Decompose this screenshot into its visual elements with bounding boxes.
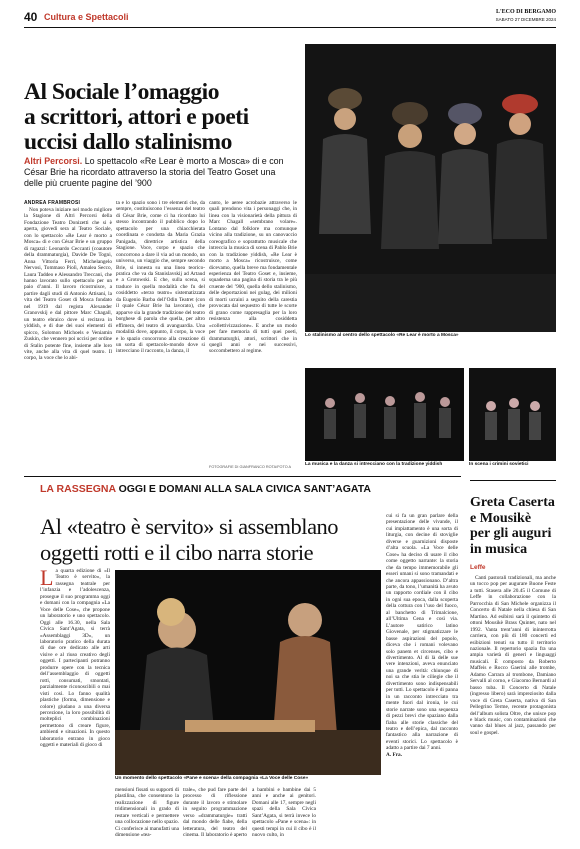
drop-cap: L xyxy=(40,568,54,590)
article2-col3-text: trale», che pud fare parte del processo di riflessione durante il lavoro e stimolare in seguito programmazione verso «drammaturgie» tratti dal mondo delle fiabe, della letteratura, del teatro del cinema. Il laboratorio è aperto xyxy=(183,787,247,839)
article3-location: Leffe xyxy=(470,564,486,571)
stage-photo-illustration xyxy=(305,44,556,332)
section-name: Cultura e Spettacoli xyxy=(44,12,129,22)
headline-line: oggetti rotti e il cibo narra storie xyxy=(40,540,314,565)
article3-body xyxy=(470,575,556,843)
article3-body-text: Canti pastorali tradizionali, ma anche un tocco pop per augurare Buone Feste a tutti. Stasera alle 20.45 il Comune di Leffe in collaborazione con la Parrocchia di San Michele organizza il Concerto di Natale nella chiesa di San Martino. Ad esibirsi sarà il quintetto di ottoni Mousikè Brass Quintet, nato nel 1992. Vanta trent’anni di ininterrotta carriera, con più di 180 concerti ed esibizioni tenuti su tutto il territorio nazionale. Il repertorio spazia fra una ampia varietà di generi e linguaggi musicali. È composto da Roberto Maffeis e Rocco Gaerini alle trombe, Adamo Carrara al trombone, Damiano Servalli al corno, e Giacomo Bernardi al basso tuba. Il Concerto di Natale (ingresso libero) sarà impreziosito dalla voce di Greta Caserta, nativa di San Pellegrino Terme, recente protagonista dell’album solista Oltre, che unisce pop e black music, con contaminazioni che vanno dal blues al jazz, passando per soul e gospel. xyxy=(470,575,556,736)
page-number: 40 xyxy=(24,10,38,24)
article1-deck xyxy=(24,156,294,190)
deck-kicker: Altri Percorsi. xyxy=(24,156,83,166)
article1-photo3-caption: In scena i crimini sovietici xyxy=(469,462,529,467)
soviet-crimes-photo-illustration xyxy=(469,368,556,461)
article1-photo2-caption: La musica e la danza si intrecciano con la tradizione yiddish xyxy=(305,462,443,467)
article2-signoff: A. Fra. xyxy=(386,751,403,758)
headline-line: a scrittori, attori e poeti xyxy=(24,104,249,130)
article1-col1 xyxy=(24,200,112,462)
dance-photo-illustration xyxy=(305,368,464,461)
article1-col3-text: canto, le aeree acrobazie attraverso le quali prendono vita i personaggi che, in linea con la visionarietà della pittura di Marc Chagall «sembrano volare». Lontano dal folklore ma comunque vicino alla tradizione, su un canovaccio coreografico e soprattutto musicale che intreccia la musica di scena di Pablo Brie con la tradizione yiddish, «Re Lear è morto a Mosca» ricostruisce, come dicevamo, quella breve ma fondamentale esperienza del Teatro Goset e, insieme, squaderna una pagina di storia tra le più cruente del ’900, quella dello stalinismo, delle deportazioni nei gulag, dei milioni di morti ucraini a seguito della carestia provocata dal sequestro di tutte le scorte di grano come rappresaglia per la loro resistenza alla cosiddetta «collettivizzazione». E anche un modo per fare memoria di tutti quei poeti, drammaturghi, attori, scrittori che in quegli anni e nei successivi, soccombettero al regime. xyxy=(209,200,297,355)
article2-col4 xyxy=(252,787,316,842)
article3-top-rule xyxy=(470,480,556,481)
article2-col5-text: cui si fa un gran parlare della presentazione delle vivande, il cui impiattamento è una sorta di liturgia, con decine di stoviglie diverse e guarnizioni disposte d’alta scuola. «La Voce delle Cose» ha deciso di usare il cibo come oggetto narrante: la storia che da tempo immemorabile gli esseri umani si sono tramandati e che ancora appassionano. D’altra parte, da tono, l’umanità ha avuto un rapporto cordiale con il cibo in ogni sua epoca, dalla scoperta della cottura con l’uso del fuoco, al banchetto di Trimalcione, all’Ultima Cena e così via. L’autore satirico latino Giovenale, per stigmatizzare le basse aspirazioni del popolo, diceva che i romani volevano solo panem et circenses, cibo e divertimento. Al di là delle sue vere intenzioni, aveva enunciato una grande verità: chiunque di noi sa che stia le ciliegie che il divertimento sono indispensabili per tutti. Lo spettacolo è di panna in un racconto intrecciato tra mente fuori dal ironia, le cui storie narrate sono una sequenza di pezzi brevi che spaziano dalla fiaba alle storie classiche del teatro e dell’epica, dal racconto fantastico alla narrazione di eventi storici. Lo spettacolo è adatto a partire dai 7 anni. xyxy=(386,513,458,752)
newspaper-name: L'ECO DI BERGAMO xyxy=(495,9,556,15)
article2-kicker xyxy=(40,483,460,495)
headline-line: Al «teatro è servito» si assemblano xyxy=(40,514,339,539)
article2-photo-caption: Un momento dello spettacolo «Pane e scena» della compagnia «La Voce delle Cose» xyxy=(115,776,309,781)
article2-col4-text: a bambini e bambine dai 5 anni e anche ai genitori. Domani alle 17, sempre negli spazi della Sala Civica Sant’Agata, si terrà invece lo spettacolo «Pane e scena»: in questi tempi in cui il cibo è il nuovo culto, in xyxy=(252,787,316,839)
byline: ANDREA FRAMBROSI xyxy=(24,200,81,206)
headline-line: Greta Caserta xyxy=(470,495,555,510)
article1-col1-text: Non poteva iniziare nel modo migliore la Stagione di Altri Percorsi della Fondazione Teatro Donizetti che si è aperta, giovedì sera al Teatro Sociale, con lo spettacolo «Re Lear è morto a Mosca» di e con César Brie e un gruppo di ragazzi: Leonardo Ceccanti (coautore della drammaturgia), Davide De Togni, Anna Vittoria Ferri, Michelangelo Nervosi, Tommaso Piolì, Amalea Secco, Laura Taddeo e Alessandro Treccani, che hanno lavorato sullo spettacolo per un paio d’anni. Il lavoro ricostruisce, a partire dagli studi di Antonio Attisani, la vita del Teatro Goset di Mosca fondato nel 1919 dal regista Alexander Granovskij e dal pittore Marc Chagall, un teatro ebraico dove si recitava in yiddish, e di due dei suoi elementi di spicco, Solomon Michoels e Veniamin Zuskin, che vennero poi uccisi per ordine di Stalin potente fine, insieme alle loro vite, anche alla vita di quel teatro. Il corpo, la voce che lo abi- xyxy=(24,207,112,362)
pane-e-scena-photo-illustration xyxy=(115,570,381,775)
headline-line: e Mousikè xyxy=(470,510,532,526)
headline-line: uccisi dallo stalinismo xyxy=(24,129,232,155)
article2-col2-text: mensioni fissati su supporti di plastilina, che consentono la realizzazione di figure tridimensionali in grado di restare verticali e permettere una collocazione nello spazio. Ci conferisce ai manufatti una dimensione «tea- xyxy=(115,787,179,839)
headline-line: in musica xyxy=(470,541,528,557)
article1-main-photo xyxy=(305,44,556,332)
article2-photo xyxy=(115,570,381,775)
page-header xyxy=(24,8,556,28)
article2-col5 xyxy=(386,513,458,843)
header-rule xyxy=(24,27,556,28)
article1-headline xyxy=(24,80,294,155)
article2-col3 xyxy=(183,787,247,842)
kicker-rassegna: LA RASSEGNA xyxy=(40,483,116,495)
photo-credit: FOTOGRAFIE DI GIANFRANCO ROTA/FOTO A xyxy=(209,465,292,469)
article2-col1 xyxy=(40,568,110,840)
article1-photo2 xyxy=(305,368,464,461)
article3-headline xyxy=(470,495,558,557)
kicker-detail: OGGI E DOMANI ALLA SALA CIVICA SANT’AGATA xyxy=(118,483,371,495)
article1-col2-text: ta e lo spazio sono i tre elementi che, da sempre, costituiscono l’essenza del teatro di César Brie, come ci ha ricordato lui stesso incontrando il pubblico dopo lo spettacolo per una chiacchierata coordinata e condotta da Maria Grazia Panigada, direttrice artistica della Stagione. Voce, corpo e spazio che concorrono a dare il via ad un mondo, un universo, un viaggio che, sempre secondo Brie, si innesta su una linea teorico-pratica che va da Stanislavskij ad Artaud e a Grotowski. E che, sulla scena, si traduce in quella modalità che fu del cosiddetto «terzo teatro» sistematizzata da Eugenio Barba dell’Odin Teatret (con il quale César Brie ha lavorato), che apparve sia la grande tradizione del teatro borghese di parola che quella, per altro effimera, del teatro di avanguardia. Una modalità dove, appunto, il corpo, la voce e lo spazio concorrono alla creazione di un sorta di spettacolo-mondo dove si intrecciano il racconto, la danza, il xyxy=(116,200,205,355)
article1-bottom-rule xyxy=(24,476,461,477)
article1-main-caption: Lo stalinismo al centro dello spettacolo «Re Lear è morto a Mosca» xyxy=(305,333,459,338)
article2-col2 xyxy=(115,787,179,842)
deck-text: Lo spettacolo «Re Lear è morto a Mosca» di e con César Brie ha ricordato attraverso la storia del Teatro Goset una delle più cruente pagine del ’900 xyxy=(24,156,284,189)
issue-date: SABATO 27 DICEMBRE 2024 xyxy=(495,17,556,22)
headline-line: Al Sociale l’omaggio xyxy=(24,79,219,105)
article1-photo3 xyxy=(469,368,556,461)
article1-col2 xyxy=(116,200,205,462)
article1-col3 xyxy=(209,200,297,462)
headline-line: per gli auguri xyxy=(470,526,552,541)
article2-col1-text: a quarta edizione di «Il Teatro è servito», la rassegna teatrale per l’infanzia e l’adolescenza, prosegue il suo programma oggi e domani con la compagnia «La Voce delle Cose», che propone un laboratorio e uno spettacolo. Oggi alle 16.30, nella Sala Civica Sant’Agata, si terrà «Assemblaggi 3D», un laboratorio pratico della durata di due ore dedicato alle arti visive e al riuso creativo degli oggetti. I partecipanti potranno produrre opere con la tecnica dell’assemblaggio di oggetti rotti, consumati, smontati, parzialmente riconoscibili o mai visti così. Lo fanno qualità plastiche (forma, dimensione e colore) giudano a una diversa percezione, la loro possibilità di molteplici combinazioni permettono di creare figure, ambienti e situazioni. In questo laboratorio entrano in gioco oggetti e materiali di gioco di xyxy=(40,568,110,749)
